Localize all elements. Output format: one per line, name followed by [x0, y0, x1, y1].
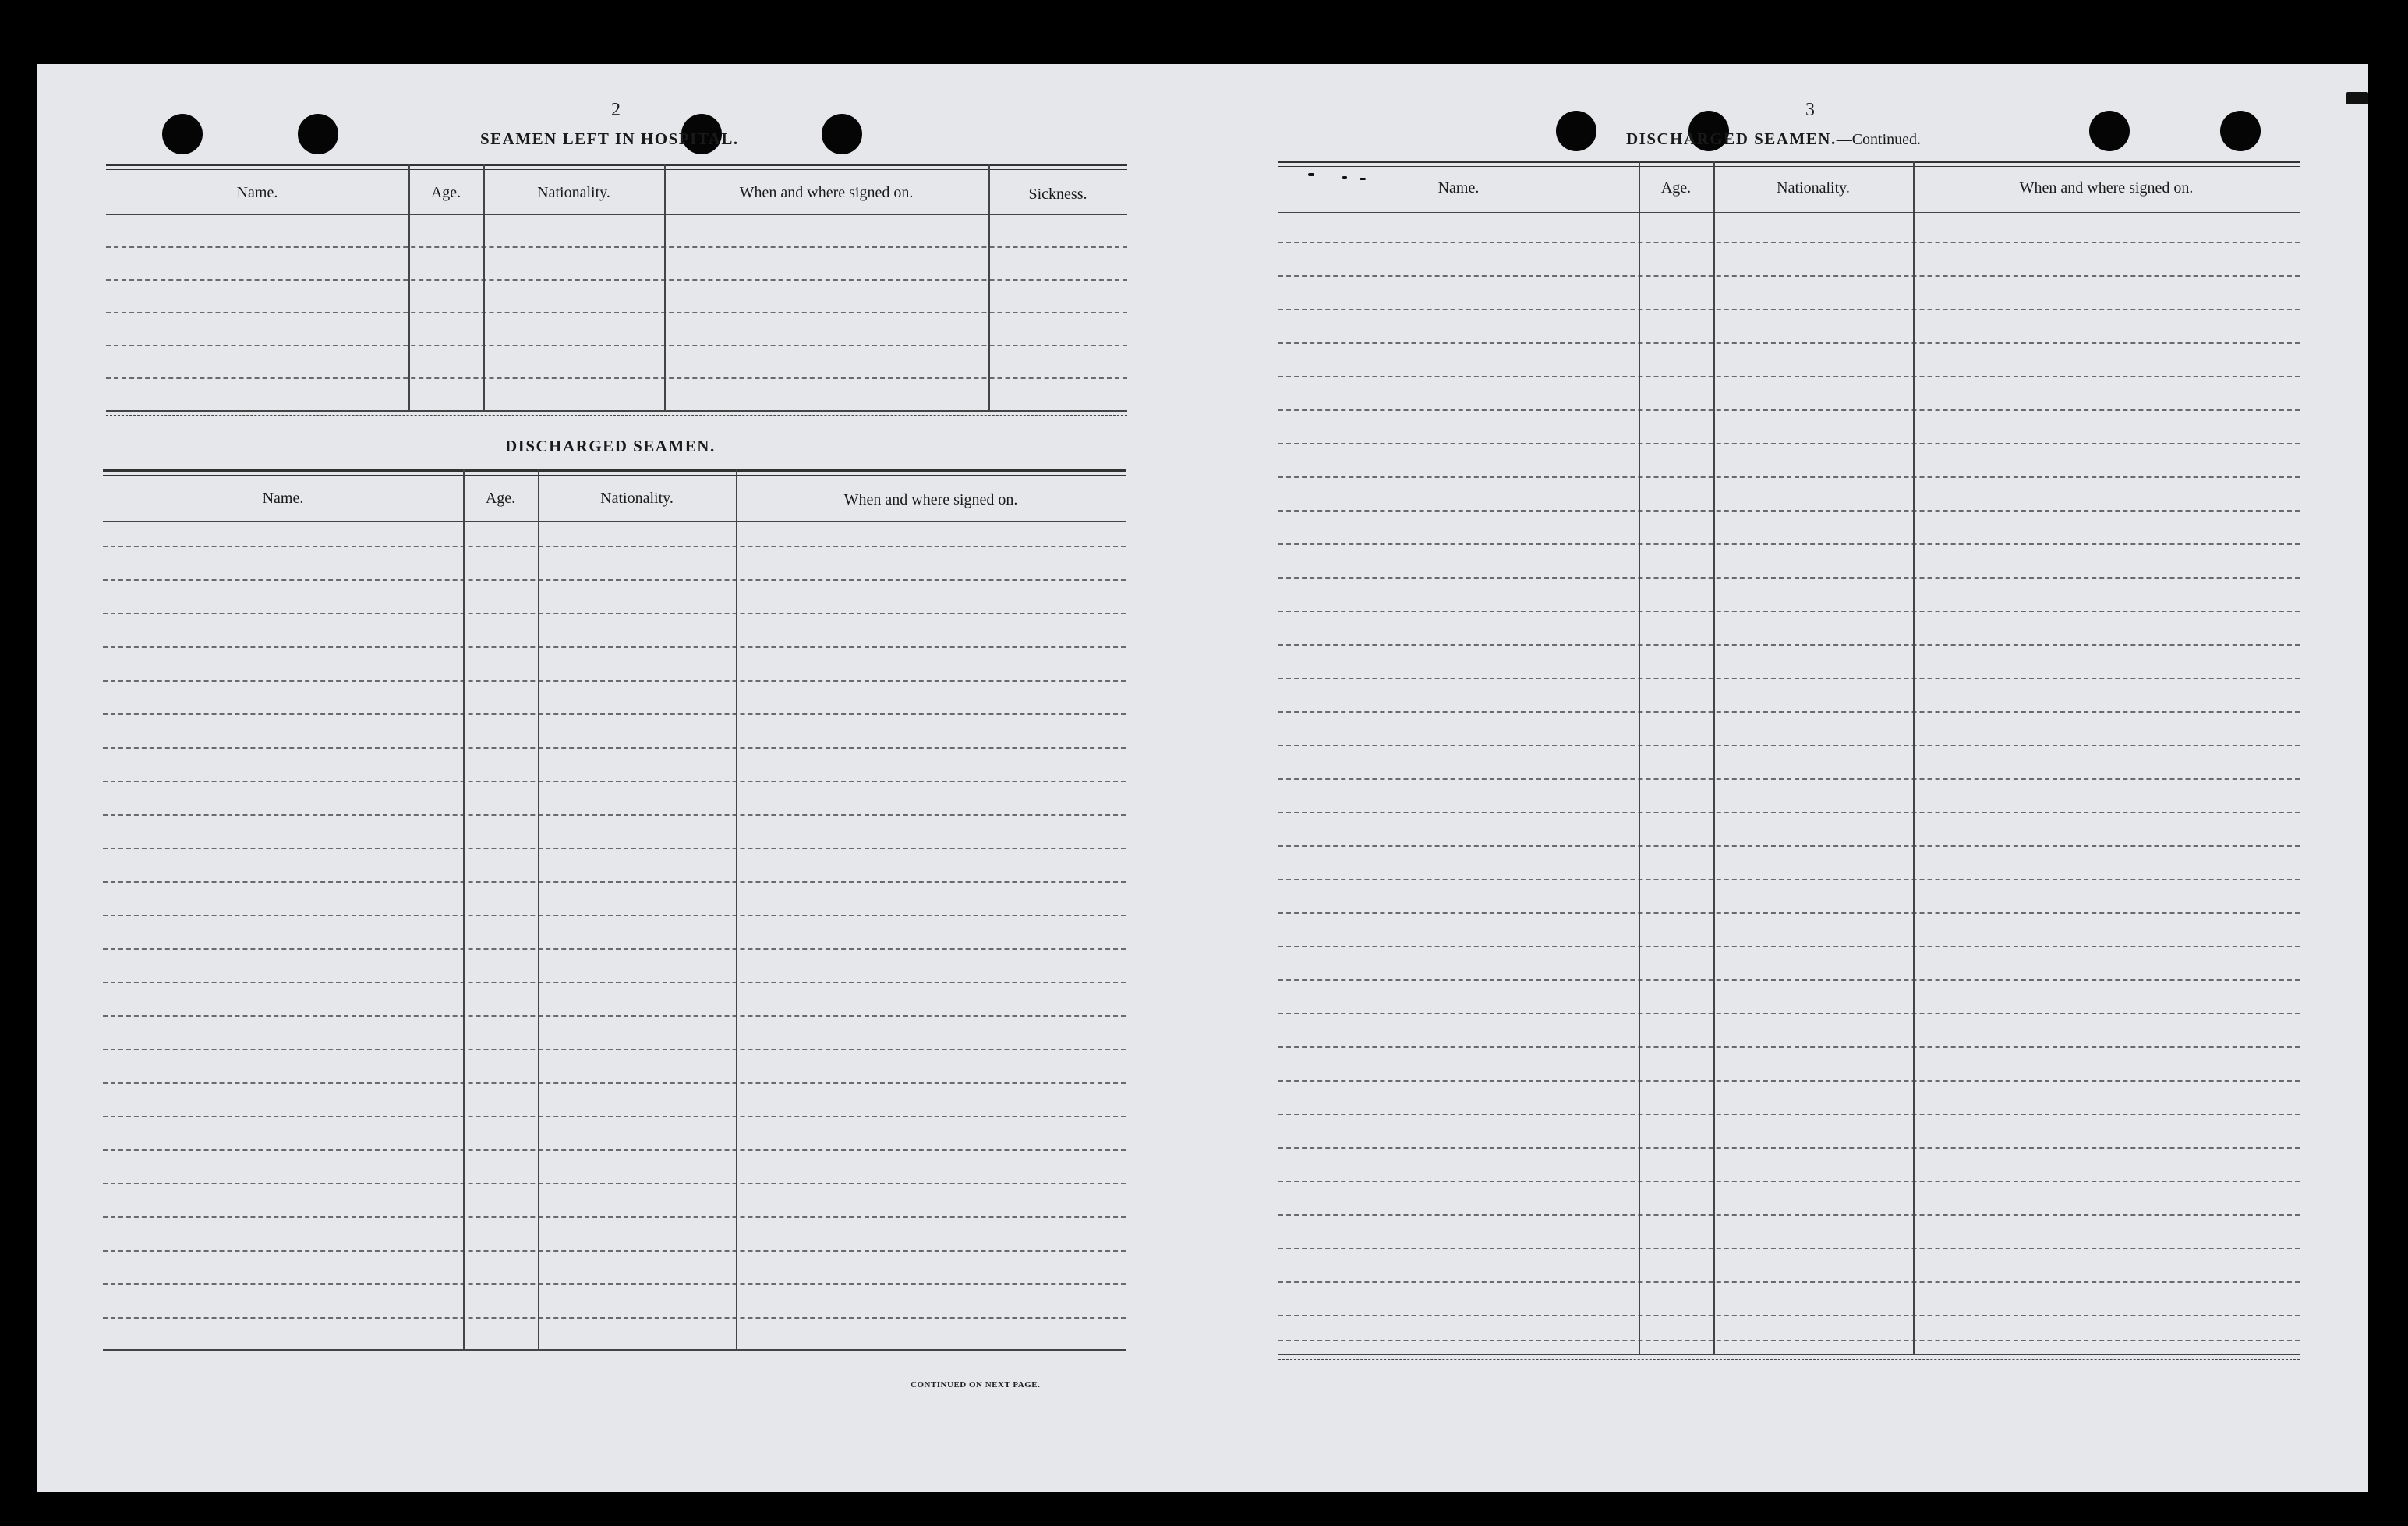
discharged-continued-table	[1278, 161, 2300, 1380]
page-number: 3	[1805, 100, 1815, 120]
column-header-nationality: Nationality.	[537, 184, 610, 201]
paper-edge-tear	[2346, 92, 2368, 104]
left-page	[37, 64, 1207, 1492]
page-number: 2	[611, 100, 621, 120]
column-header-signed-on: When and where signed on.	[2019, 179, 2194, 197]
column-header-name: Name.	[262, 490, 304, 507]
discharged-table	[103, 469, 1126, 1377]
section-title-discharged: DISCHARGED SEAMEN.	[505, 437, 716, 455]
column-header-age: Age.	[485, 490, 516, 507]
column-header-sickness: Sickness.	[1028, 186, 1087, 203]
column-header-name: Name.	[1437, 179, 1480, 197]
section-title-discharged-continued	[1626, 129, 1921, 149]
column-header-signed-on: When and where signed on.	[739, 184, 914, 201]
column-header-age: Age.	[1660, 179, 1692, 197]
section-title-hospital: SEAMEN LEFT IN HOSPITAL.	[480, 129, 739, 148]
column-header-signed-on: When and where signed on.	[843, 491, 1018, 508]
column-header-nationality: Nationality.	[1777, 179, 1850, 197]
hospital-table	[106, 164, 1127, 421]
right-page	[1207, 64, 2368, 1492]
form-sheet	[37, 64, 2368, 1492]
section-title-text: DISCHARGED SEAMEN.	[1626, 129, 1837, 148]
continued-note: CONTINUED ON NEXT PAGE.	[911, 1380, 1041, 1390]
section-title-suffix: —Continued.	[1836, 131, 1922, 148]
column-header-name: Name.	[236, 184, 278, 201]
column-header-age: Age.	[430, 184, 461, 201]
column-header-nationality: Nationality.	[600, 490, 674, 507]
